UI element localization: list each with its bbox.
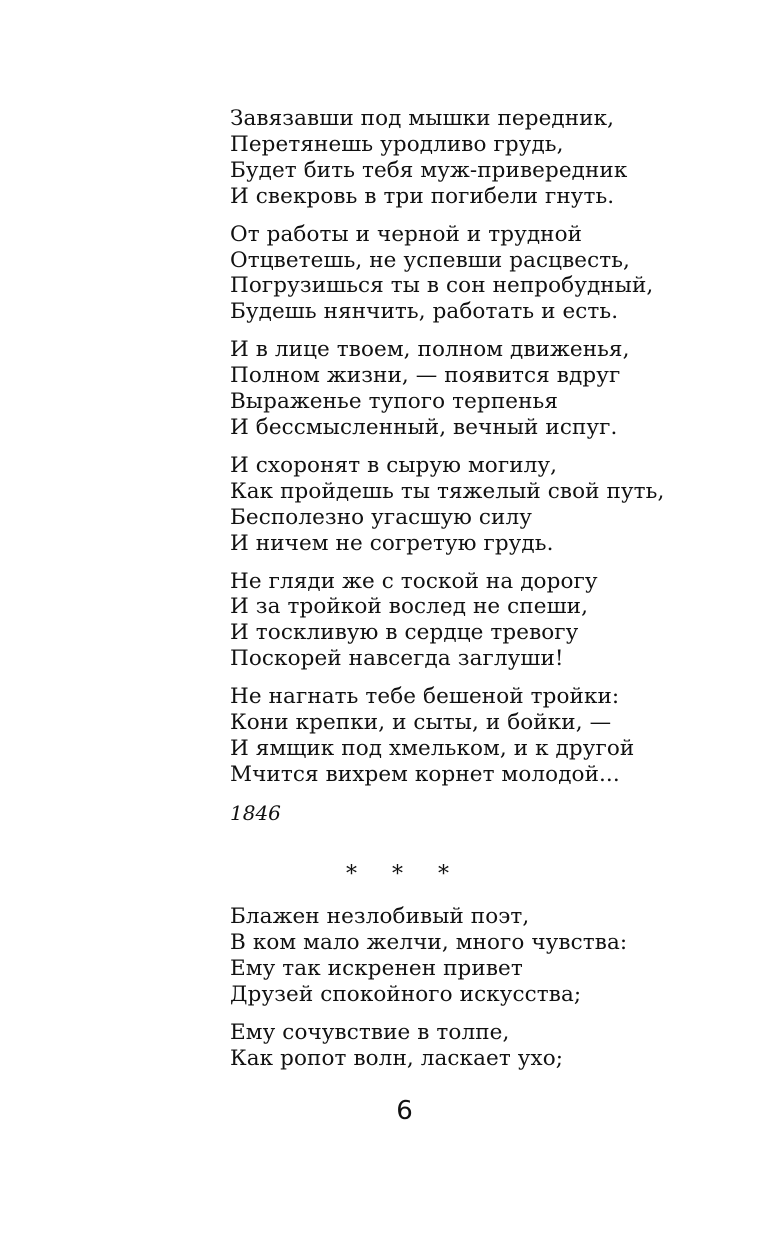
poem-line: Выраженье тупого терпенья (230, 389, 558, 415)
stanza (230, 453, 750, 557)
poem-line: Ему так искренен привет (230, 955, 523, 981)
poem-line: И ничем не согретую грудь. (230, 530, 554, 556)
poem-line: И тоскливую в сердце тревогу (230, 620, 579, 646)
poem-line: Бесполезно угасшую силу (230, 504, 532, 530)
poem-line: Не гляди же с тоской на дорогу (230, 568, 598, 594)
poem-line: И схоронят в сырую могилу, (230, 452, 558, 478)
poem-line: Ему сочувствие в толпе, (230, 1019, 510, 1045)
poem-line: Не нагнать тебе бешеной тройки: (230, 684, 620, 710)
poem-line: Поскорей навсегда заглуши! (230, 646, 564, 672)
poem-line: От работы и черной и трудной (230, 221, 583, 247)
poem-line: И ямщик под хмельком, и к другой (230, 735, 635, 761)
poem-line: Блажен незлобивый поэт, (230, 904, 530, 929)
section-separator: * * * (346, 862, 463, 887)
poem-line: Кони крепки, и сыты, и бойки, — (230, 710, 612, 736)
poem-line: В ком мало желчи, много чувства: (230, 929, 628, 955)
stanza (230, 337, 750, 441)
stanza (230, 222, 750, 326)
poem-line: И за тройкой вослед не спеши, (230, 594, 589, 620)
stanza (230, 106, 750, 210)
poem-blazhen (230, 904, 750, 1083)
poem-line: И бессмысленный, вечный испуг. (230, 414, 618, 440)
poem-line: И в лице твоем, полном движенья, (230, 337, 630, 363)
poem-line: Мчится вихрем корнет молодой... (230, 761, 620, 787)
page-number: 6 (396, 1096, 413, 1126)
poem-line: Погрузишься ты в сон непробудный, (230, 273, 654, 299)
stanza (230, 904, 750, 1008)
poem-line: Отцветешь, не успевши расцвесть, (230, 247, 630, 273)
poem-line: Как ропот волн, ласкает ухо; (230, 1045, 564, 1071)
poem-line: Будет бить тебя муж-привередник (230, 157, 628, 183)
stanza (230, 1020, 750, 1072)
poem-line: И свекровь в три погибели гнуть. (230, 183, 615, 209)
poem-line: Будешь нянчить, работать и есть. (230, 299, 619, 325)
stanza (230, 684, 750, 788)
poem-line: Перетянешь уродливо грудь, (230, 131, 564, 157)
stanza (230, 569, 750, 673)
poem-line: Полном жизни, — появится вдруг (230, 363, 621, 389)
poem-line: Друзей спокойного искусства; (230, 981, 582, 1007)
poem-date: 1846 (230, 800, 281, 825)
poem-line: Завязавши под мышки передник, (230, 106, 615, 131)
poem-troika (230, 106, 750, 826)
poem-line: Как пройдешь ты тяжелый свой путь, (230, 478, 665, 504)
